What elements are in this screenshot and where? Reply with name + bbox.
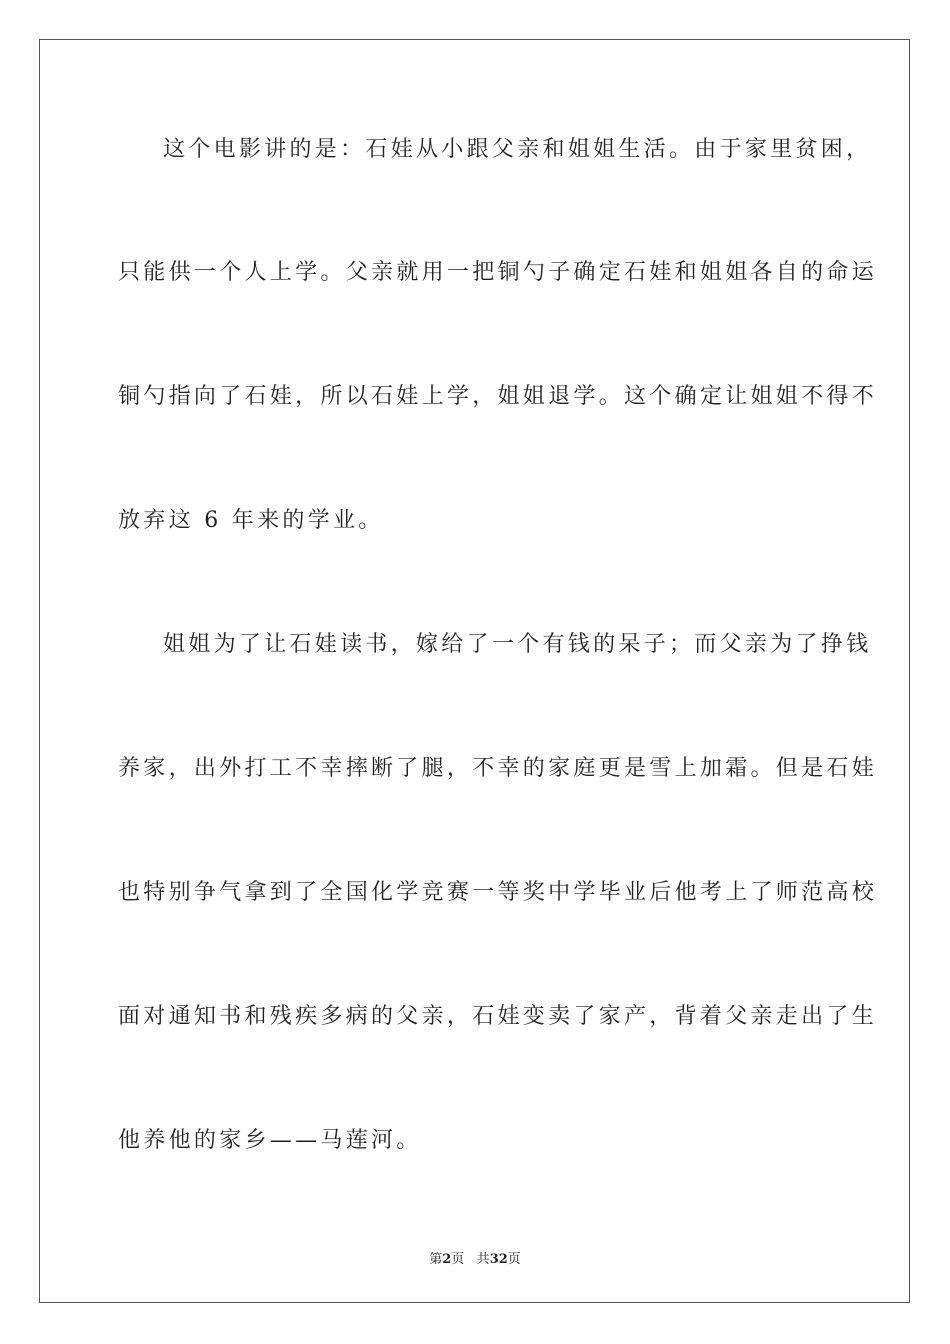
- total-suffix: 页: [507, 1252, 521, 1267]
- paragraph-1-line-1: 这个电影讲的是：石娃从小跟父亲和姐姐生活。由于家里贫困，: [163, 137, 872, 162]
- total-prefix: 共: [476, 1252, 490, 1267]
- paragraph-2-line-1: 姐姐为了让石娃读书，嫁给了一个有钱的呆子；而父亲为了挣钱: [163, 632, 872, 657]
- page-suffix: 页: [451, 1252, 465, 1267]
- paragraph-1-line-3: 铜勺指向了石娃，所以石娃上学，姐姐退学。这个确定让姐姐不得不: [118, 384, 878, 409]
- paragraph-1-line-4: 放弃这 6 年来的学业。: [118, 508, 384, 533]
- paragraph-1-line-2: 只能供一个人上学。父亲就用一把铜勺子确定石娃和姐姐各自的命运: [118, 260, 878, 285]
- page-border: [39, 39, 910, 1303]
- paragraph-2-line-3: 也特别争气拿到了全国化学竞赛一等奖中学毕业后他考上了师范高校: [118, 880, 878, 905]
- page-prefix: 第: [429, 1252, 443, 1267]
- page-footer: [0, 1248, 950, 1267]
- total-pages: 32: [489, 1252, 508, 1267]
- paragraph-2-line-2: 养家，出外打工不幸摔断了腿，不幸的家庭更是雪上加霜。但是石娃: [118, 756, 878, 781]
- paragraph-2-line-5: 他养他的家乡——马莲河。: [118, 1128, 422, 1153]
- paragraph-2-line-4: 面对通知书和残疾多病的父亲，石娃变卖了家产，背着父亲走出了生: [118, 1004, 878, 1029]
- page-number: 2: [442, 1252, 452, 1267]
